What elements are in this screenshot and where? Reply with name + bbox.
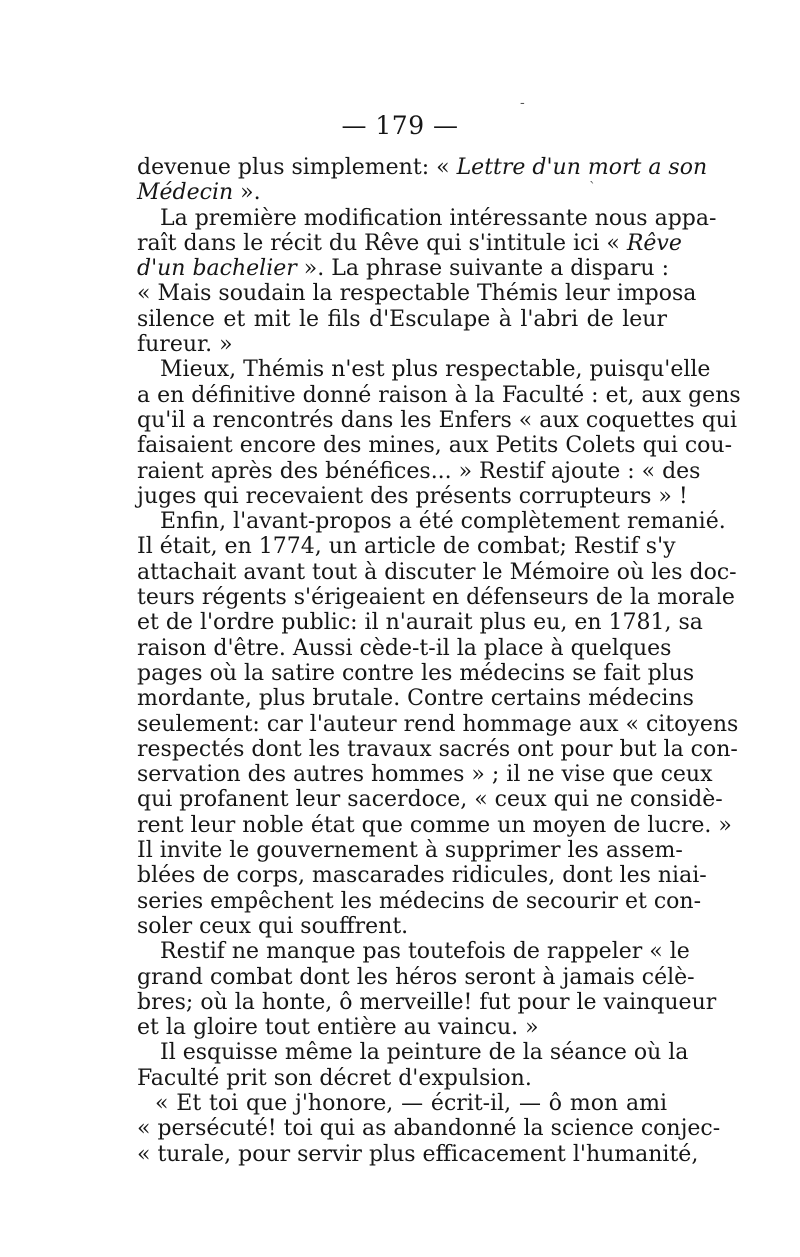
text-segment: attachait avant tout à discuter le Mémoire où les doc- — [137, 559, 737, 585]
italic-text: Rêve — [626, 230, 682, 256]
text-segment: Il était, en 1774, un article de combat; Restif s'y — [137, 534, 676, 560]
text-line — [137, 762, 713, 788]
text-line — [137, 914, 667, 939]
text-segment: et de l'ordre public: il n'aurait plus eu, en 1781, sa — [137, 610, 703, 636]
italic-text: Médecin — [137, 180, 234, 206]
text-segment: seulement: car l'auteur rend hommage aux « citoyens — [137, 711, 739, 737]
text-line — [137, 660, 695, 686]
text-line — [137, 534, 676, 560]
text-line — [137, 989, 717, 1015]
text-line — [137, 838, 683, 864]
text-line — [137, 155, 708, 180]
text-segment: juges qui recevaient des présents corrupteurs » ! — [137, 483, 688, 509]
text-line — [137, 863, 707, 889]
text-segment: « turale, pour servir plus efficacement l'humanité, — [137, 1141, 699, 1167]
text-line — [137, 711, 739, 737]
text-segment: Restif ne manque pas toutefois de rappeler « le — [160, 939, 690, 965]
text-segment: raient après des bénéfices... » Restif ajoute : « des — [137, 458, 701, 484]
text-segment: bres; où la honte, ô merveille! fut pour le vainqueur — [137, 989, 717, 1015]
text-line — [137, 483, 688, 509]
body-text — [137, 155, 741, 1167]
text-segment: « Et toi que j'honore, — écrit-il, — ô mon ami — [155, 1090, 667, 1116]
italic-text: Lettre d'un mort a son — [456, 155, 708, 180]
text-segment: grand combat dont les héros seront à jamais célè- — [137, 964, 695, 990]
text-line — [137, 332, 667, 357]
text-segment: qu'il a rencontrés dans les Enfers « aux coquettes qui — [137, 407, 738, 433]
text-line — [137, 307, 667, 332]
text-segment: qui profanent leur sacerdoce, « ceux qui ne considè- — [137, 787, 723, 813]
text-line — [137, 686, 694, 712]
text-segment: Il invite le gouvernement à supprimer les assem- — [137, 838, 683, 864]
text-line — [137, 1066, 667, 1091]
text-line — [137, 939, 690, 965]
text-segment: soler ceux qui souffrent. — [137, 913, 409, 939]
text-segment: Enfin, l'avant-propos a été complètement remanié. — [160, 509, 726, 535]
text-line — [137, 256, 667, 281]
text-segment: silence et mit le fils d'Esculape à l'abri de leur — [137, 306, 667, 332]
text-line — [137, 635, 672, 661]
text-line — [137, 281, 697, 307]
text-segment: raison d'être. Aussi cède-t-il la place à quelques — [137, 635, 672, 661]
text-segment: « persécuté! toi qui as abandonné la science conjec- — [137, 1116, 721, 1142]
text-line — [137, 812, 732, 838]
text-line — [137, 382, 741, 408]
text-line — [137, 180, 667, 205]
print-speck: ` — [589, 180, 596, 196]
text-line — [137, 559, 737, 585]
text-line — [137, 230, 682, 256]
text-line — [137, 1091, 667, 1116]
text-segment: devenue plus simplement: « — [137, 155, 457, 180]
text-line — [137, 433, 733, 459]
text-segment: Il esquisse même la peinture de la séance où la — [160, 1040, 689, 1066]
text-segment: ». — [233, 180, 261, 206]
text-line — [137, 964, 695, 990]
text-line — [137, 610, 703, 636]
text-segment: « Mais soudain la respectable Thémis leur imposa — [137, 281, 697, 307]
text-segment: a en définitive donné raison à la Faculté : et, aux gens — [137, 382, 741, 408]
text-segment: mordante, plus brutale. Contre certains médecins — [137, 686, 694, 712]
text-line — [137, 458, 701, 484]
text-line — [137, 736, 738, 762]
text-segment: et la gloire tout entière au vaincu. » — [137, 1015, 539, 1041]
text-segment: pages où la satire contre les médecins se fait plus — [137, 660, 695, 686]
text-segment: La première modification intéressante nous appa- — [160, 205, 717, 231]
text-line — [137, 1141, 699, 1167]
text-line — [137, 407, 738, 433]
text-segment: rent leur noble état que comme un moyen de lucre. » — [137, 812, 732, 838]
text-line — [137, 1040, 689, 1066]
text-segment: teurs régents s'érigeaient en défenseurs de la morale — [137, 585, 735, 611]
text-segment: blées de corps, mascarades ridicules, dont les niai- — [137, 863, 707, 889]
text-line — [137, 585, 735, 611]
text-segment: respectés dont les travaux sacrés ont pour but la con- — [137, 736, 738, 762]
text-line — [137, 1116, 721, 1142]
text-line — [137, 357, 711, 383]
print-speck: - — [520, 95, 525, 111]
page-number: — 179 — — [341, 111, 459, 140]
text-segment: fureur. » — [137, 332, 233, 358]
text-segment: Faculté prit son décret d'expulsion. — [137, 1065, 532, 1091]
text-segment: ». La phrase suivante a disparu : — [296, 256, 669, 282]
text-line — [137, 1015, 667, 1040]
text-line — [137, 509, 726, 535]
italic-text: d'un bachelier — [137, 256, 297, 282]
text-segment: faisaient encore des mines, aux Petits Colets qui cou- — [137, 433, 733, 459]
text-line — [137, 888, 702, 914]
text-line — [137, 787, 723, 813]
text-segment: raît dans le récit du Rêve qui s'intitule ici « — [137, 230, 627, 256]
text-line — [137, 205, 717, 231]
text-segment: series empêchent les médecins de secourir et con- — [137, 888, 702, 914]
text-segment: servation des autres hommes » ; il ne vise que ceux — [137, 762, 713, 788]
text-segment: Mieux, Thémis n'est plus respectable, puisqu'elle — [160, 357, 711, 383]
